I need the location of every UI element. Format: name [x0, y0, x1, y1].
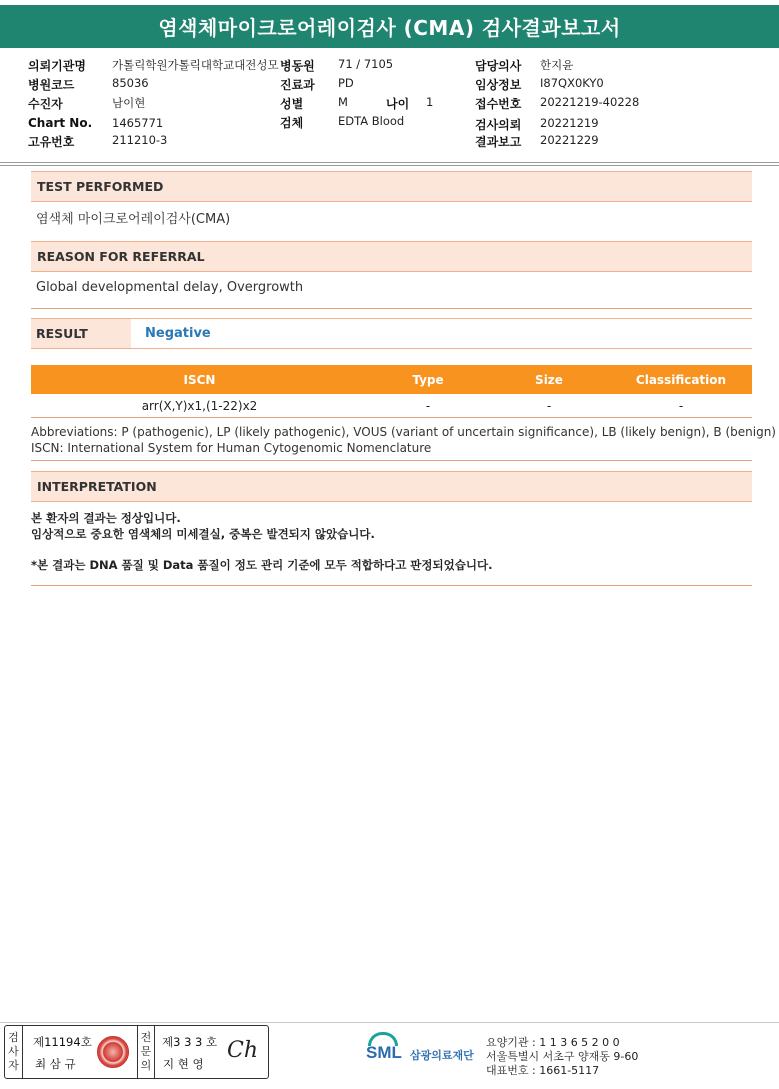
header-iscn: ISCN [183, 372, 216, 387]
logo-text: SML [366, 1043, 402, 1062]
doctor-value: 한지윤 [540, 58, 574, 72]
interpretation-heading: INTERPRETATION [31, 471, 752, 502]
interpretation-divider [31, 585, 752, 586]
unique-no-label: 고유번호 [28, 135, 75, 149]
seal-icon [97, 1036, 129, 1068]
ward-label: 병동원 [280, 59, 315, 73]
test-performed-body: 염색체 마이크로어레이검사(CMA) [36, 212, 231, 227]
examiner-name: 최 삼 규 [35, 1057, 76, 1071]
result-row [31, 318, 752, 349]
address: 서울특별시 서초구 양재동 9-60 [486, 1050, 639, 1063]
hospital-code-label: 병원코드 [28, 78, 75, 92]
reviewer-label: 전 문 의 [137, 1026, 155, 1078]
logo-org-name: 삼광의료재단 [410, 1049, 474, 1062]
sex-value: M [338, 95, 348, 109]
dept-value: PD [338, 76, 354, 90]
cell-size: - [546, 398, 552, 413]
cell-type: - [425, 398, 431, 413]
interpretation-line-1: 본 환자의 결과는 정상입니다. [31, 511, 181, 525]
interpretation-note: *본 결과는 DNA 품질 및 Data 품질이 정도 관리 기준에 모두 적합하다고 판정되었습니다. [31, 558, 493, 572]
chart-no-value: 1465771 [112, 116, 164, 130]
clinical-info-label: 임상정보 [475, 78, 522, 92]
header-divider-2 [0, 165, 779, 166]
requesting-org-label: 의뢰기관명 [28, 59, 86, 73]
age-value: 1 [426, 95, 434, 109]
sml-logo [366, 1030, 496, 1076]
referral-body: Global developmental delay, Overgrowth [36, 280, 304, 295]
request-date-value: 20221219 [540, 116, 599, 130]
result-label: RESULT [31, 319, 131, 348]
referral-heading: REASON FOR REFERRAL [31, 241, 752, 272]
ward-value: 71 / 7105 [338, 57, 394, 71]
header-size: Size [535, 372, 563, 387]
receipt-no-value: 20221219-40228 [540, 95, 640, 109]
requesting-org-value: 가톨릭학원가톨릭대학교대전성모 [112, 58, 279, 72]
specimen-label: 검체 [280, 116, 304, 130]
age-label: 나이 [386, 97, 410, 111]
request-date-label: 검사의뢰 [475, 118, 522, 132]
abbreviations-divider [31, 460, 752, 461]
hospital-code-value: 85036 [112, 76, 149, 90]
report-date-value: 20221229 [540, 133, 599, 147]
specimen-value: EDTA Blood [338, 114, 405, 128]
care-org-number: 요양기관 : 1 1 3 6 5 2 0 0 [486, 1036, 620, 1049]
doctor-label: 담당의사 [475, 59, 522, 73]
iscn-definition-line: ISCN: International System for Human Cytogenomic Nomenclature [31, 441, 432, 455]
sex-label: 성별 [280, 97, 304, 111]
header-classification: Classification [635, 372, 727, 387]
reviewer-license: 제3 3 3 호 [162, 1035, 218, 1049]
table-row [31, 394, 752, 418]
receipt-no-label: 접수번호 [475, 97, 522, 111]
examiner-label: 검 사 자 [5, 1026, 23, 1078]
cell-classification: - [678, 398, 684, 413]
reviewer-name: 지 현 영 [163, 1057, 204, 1071]
header-divider [0, 162, 779, 163]
interpretation-line-2: 임상적으로 중요한 염색체의 미세결실, 중복은 발견되지 않았습니다. [31, 527, 375, 541]
chart-no-label: Chart No. [28, 116, 93, 130]
result-value: Negative [145, 326, 211, 341]
examiner-license: 제11194호 [33, 1035, 92, 1049]
patient-value: 남이현 [112, 96, 146, 110]
signature-stamp [4, 1025, 269, 1079]
test-performed-heading: TEST PERFORMED [31, 171, 752, 202]
unique-no-value: 211210-3 [112, 133, 168, 147]
patient-label: 수진자 [28, 97, 63, 111]
abbreviations-line: Abbreviations: P (pathogenic), LP (likely pathogenic), VOUS (variant of uncertain significance), LB (likely benign), B (benign) [31, 425, 776, 439]
header-type: Type [412, 372, 444, 387]
phone-number: 대표번호 : 1661-5117 [486, 1064, 600, 1077]
clinical-info-value: I87QX0KY0 [540, 76, 604, 90]
referral-divider [31, 308, 752, 309]
dept-label: 진료과 [280, 78, 315, 92]
footer-divider [0, 1022, 779, 1023]
report-date-label: 결과보고 [475, 135, 522, 149]
iscn-table-header [31, 365, 752, 394]
report-title: 염색체마이크로어레이검사 (CMA) 검사결과보고서 [0, 5, 779, 48]
cell-iscn: arr(X,Y)x1,(1-22)x2 [141, 398, 258, 413]
signature-icon: Ch [227, 1038, 259, 1063]
